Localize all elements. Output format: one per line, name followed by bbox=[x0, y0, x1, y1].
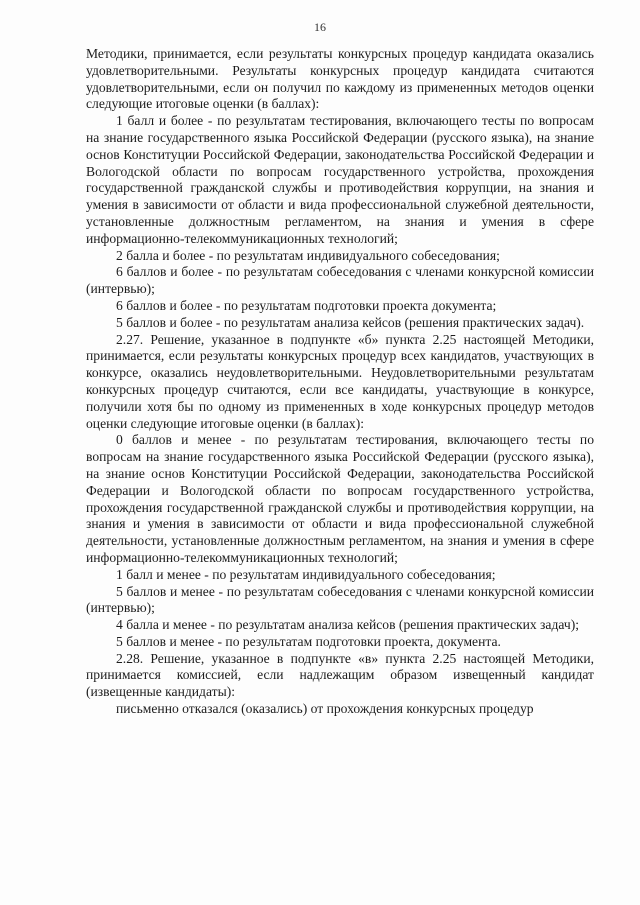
paragraph: 0 баллов и менее - по результатам тестирования, включающего тесты по вопросам на знание государственного языка Российской Федерации (русского языка), на знание основ Конституции Российской Федерации, законодательства Российской Федерации и Вологодской области по вопросам государственного устройства, прохождения государственной гражданской службы и противодействия коррупции, на знания и умения в зависимости от области и вида профессиональной служебной деятельности, установленные должностным регламентом, на знания и умения в сфере информационно-телекоммуникационных технологий; bbox=[86, 432, 594, 565]
paragraph: 1 балл и менее - по результатам индивидуального собеседования; bbox=[116, 566, 496, 582]
paragraph: 1 балл и более - по результатам тестирования, включающего тесты по вопросам на знание государственного языка Российской Федерации (русского языка), на знание основ Конституции Российской Федерации, законодательства Российской Федерации и Вологодской области по вопросам государственного устройства, прохождения государственной гражданской службы и противодействия коррупции, на знания и умения в зависимости от области и вида профессиональной служебной деятельности, установленные должностным регламентом, на знания и умения в сфере информационно-телекоммуникационных технологий; bbox=[86, 113, 594, 246]
paragraph: 6 баллов и более - по результатам собеседования с членами конкурсной комиссии (интервью); bbox=[86, 264, 594, 297]
paragraph: 5 баллов и менее - по результатам собеседования с членами конкурсной комиссии (интервью); bbox=[86, 583, 594, 616]
paragraph: 2.28. Решение, указанное в подпункте «в» пункта 2.25 настоящей Методики, принимается комиссией, если надлежащим образом извещенный кандидат (извещенные кандидаты): bbox=[86, 650, 594, 700]
paragraph: 5 баллов и менее - по результатам подготовки проекта, документа. bbox=[116, 633, 501, 649]
paragraph: 2 балла и более - по результатам индивидуального собеседования; bbox=[116, 247, 500, 263]
paragraph: 2.27. Решение, указанное в подпункте «б» пункта 2.25 настоящей Методики, принимается, если результаты конкурсных процедур всех кандидатов, участвующих в конкурсе, оказались неудовлетворительными. Неудовлетворительными результатам конкурсных процедур считаются, если все кандидаты, участвующие в конкурсе, получили хотя бы по одному из примененных в ходе конкурсных процедур методов оценки следующие итоговые оценки (в баллах): bbox=[86, 331, 594, 431]
page-number: 16 bbox=[314, 20, 326, 34]
paragraph: 5 баллов и более - по результатам анализа кейсов (решения практических задач). bbox=[116, 314, 585, 330]
paragraph: 6 баллов и более - по результатам подготовки проекта документа; bbox=[116, 297, 497, 313]
paragraph: 4 балла и менее - по результатам анализа кейсов (решения практических задач); bbox=[116, 617, 579, 633]
body-text bbox=[86, 46, 594, 718]
paragraph: письменно отказался (оказались) от прохождения конкурсных процедур bbox=[116, 701, 534, 717]
paragraph: Методики, принимается, если результаты конкурсных процедур кандидата оказались удовлетворительными. Результаты конкурсных процедур кандидата считаются удовлетворительными, если он получил по каждому из примененных методов оценки следующие итоговые оценки (в баллах): bbox=[86, 46, 594, 112]
